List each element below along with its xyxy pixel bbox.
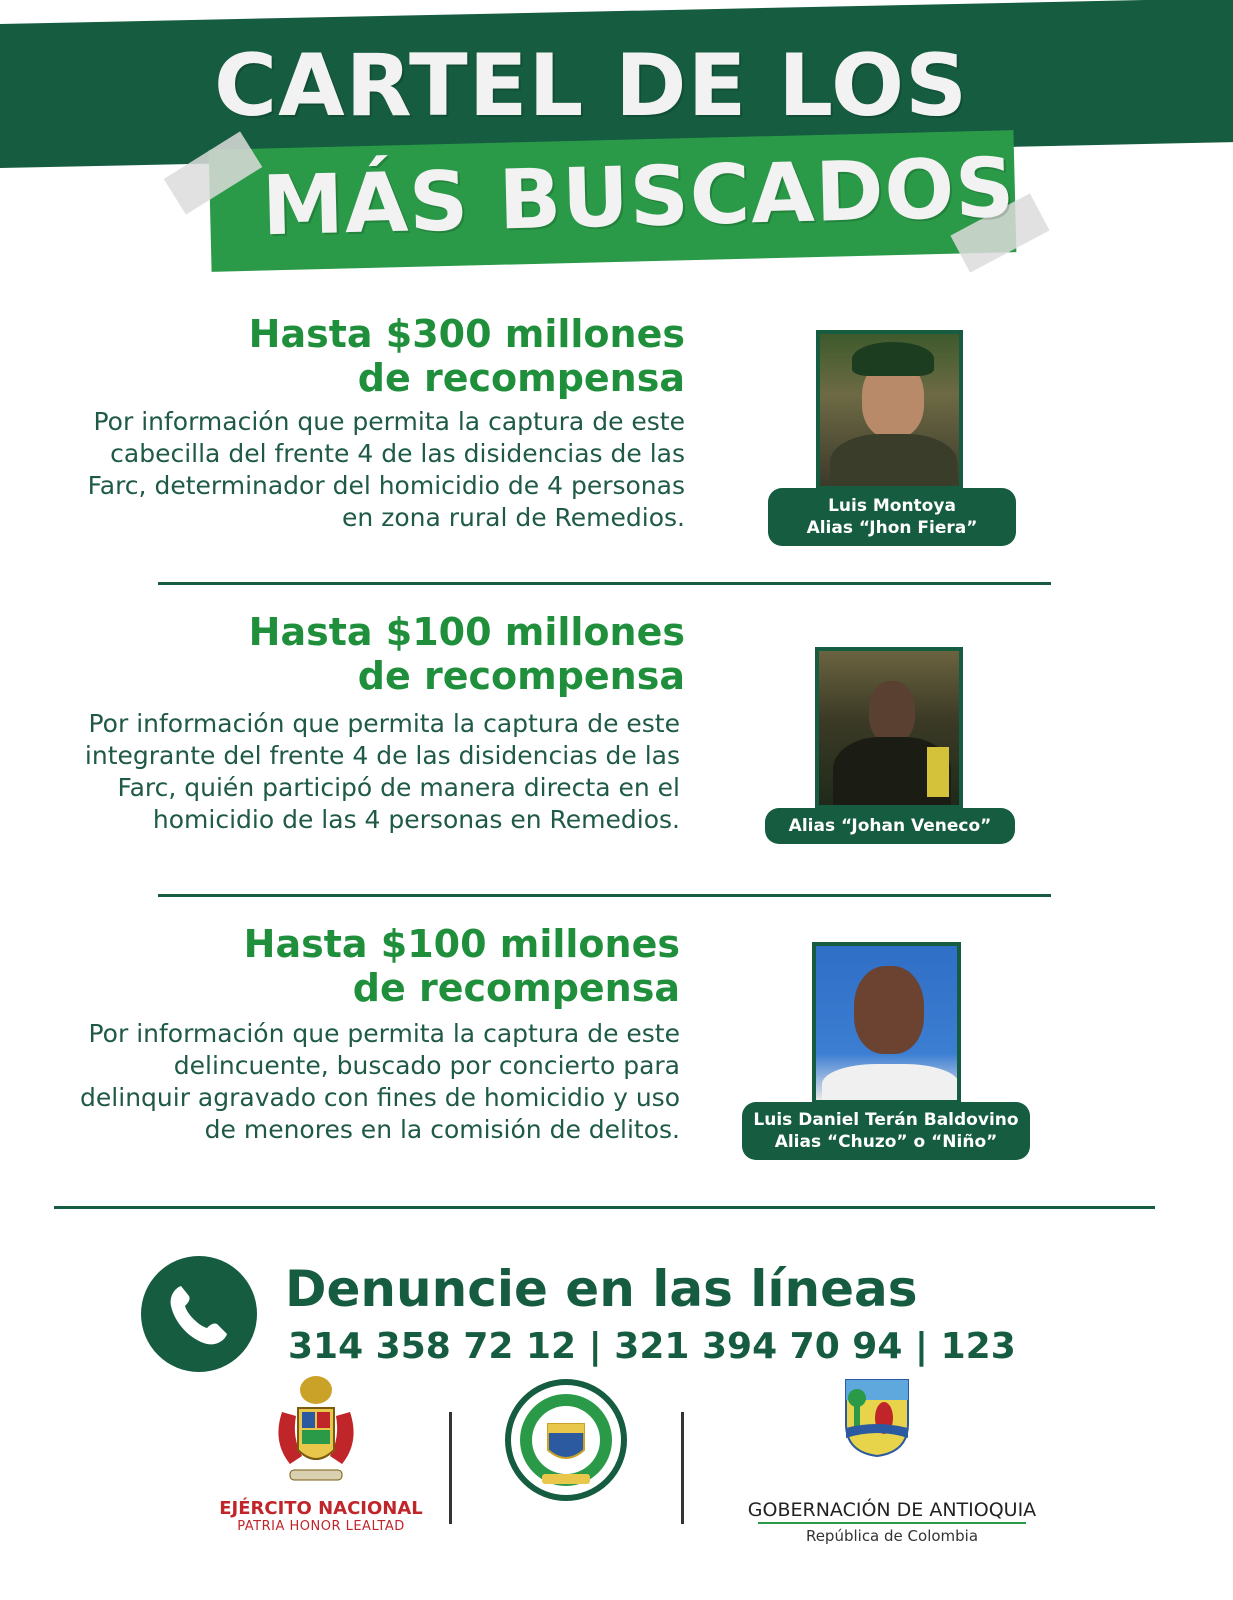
logo-separator-2 xyxy=(681,1412,684,1524)
description-2: Por información que permita la captura de este integrante del frente 4 de las disidencias de las Farc, quién participó de manera directa en el homicidio de las 4 personas en Remedios. xyxy=(84,709,680,834)
section-divider-1 xyxy=(158,582,1051,585)
description-1: Por información que permita la captura de este cabecilla del frente 4 de las disidencias de las Farc, determinador del homicidio de 4 personas en zona rural de Remedios. xyxy=(87,407,685,532)
army-crest-logo xyxy=(272,1372,360,1488)
reward-amount-2 xyxy=(249,610,685,698)
header-title-line2: MÁS BUSCADOS xyxy=(260,140,1017,255)
suspect-photo-2 xyxy=(815,647,963,809)
name-tag-3-line1: Luis Daniel Terán Baldovino xyxy=(753,1110,1019,1130)
army-logo-text xyxy=(211,1500,431,1536)
army-motto: PATRIA HONOR LEALTAD xyxy=(237,1519,405,1534)
name-tag-3 xyxy=(742,1102,1030,1160)
name-tag-1 xyxy=(768,488,1016,546)
reward-line-1b: de recompensa xyxy=(357,356,685,400)
gov-name: GOBERNACIÓN DE ANTIOQUIA xyxy=(747,1499,1037,1521)
reward-line-3a: Hasta $100 millones xyxy=(243,922,680,966)
army-name: EJÉRCITO NACIONAL xyxy=(219,1498,423,1519)
name-tag-2 xyxy=(765,808,1015,844)
reward-line-2a: Hasta $100 millones xyxy=(248,610,685,654)
patch-shape xyxy=(927,747,949,797)
police-seal-logo xyxy=(502,1378,630,1502)
suspect-photo-3 xyxy=(812,942,961,1104)
contact-phone-numbers[interactable]: 314 358 72 12 | 321 394 70 94 | 123 xyxy=(288,1326,1016,1367)
reward-line-1a: Hasta $300 millones xyxy=(248,312,685,356)
name-tag-1-line1: Luis Montoya xyxy=(828,496,956,516)
face-shape xyxy=(854,966,924,1054)
gov-logo-text xyxy=(742,1500,1042,1546)
gov-subtitle: República de Colombia xyxy=(805,1527,979,1545)
description-3: Por información que permita la captura de este delincuente, buscado por concierto para delinquir agravado con fines de homicidio y uso de menores en la comisión de delitos. xyxy=(80,1019,680,1144)
reward-line-2b: de recompensa xyxy=(357,654,685,698)
body-shape xyxy=(830,434,957,490)
contact-title: Denuncie en las líneas xyxy=(285,1260,918,1318)
section-divider-3 xyxy=(54,1206,1155,1209)
suspect-photo-1 xyxy=(816,330,963,490)
header-title-line1: CARTEL DE LOS xyxy=(214,36,969,136)
name-tag-1-line2: Alias “Jhon Fiera” xyxy=(806,518,978,538)
name-tag-2-line1: Alias “Johan Veneco” xyxy=(788,816,992,836)
section-divider-2 xyxy=(158,894,1051,897)
logo-separator-1 xyxy=(449,1412,452,1524)
reward-amount-3 xyxy=(244,922,680,1010)
body-shape xyxy=(822,1064,959,1104)
phone-icon-circle xyxy=(141,1256,257,1372)
phone-icon xyxy=(141,1256,257,1372)
antioquia-shield-logo xyxy=(844,1378,910,1458)
gov-underline xyxy=(758,1522,1026,1524)
reward-amount-1 xyxy=(249,312,685,400)
name-tag-3-line2: Alias “Chuzo” o “Niño” xyxy=(774,1132,998,1152)
face-shape xyxy=(869,681,915,743)
beret-shape xyxy=(852,342,934,376)
reward-line-3b: de recompensa xyxy=(352,966,680,1010)
